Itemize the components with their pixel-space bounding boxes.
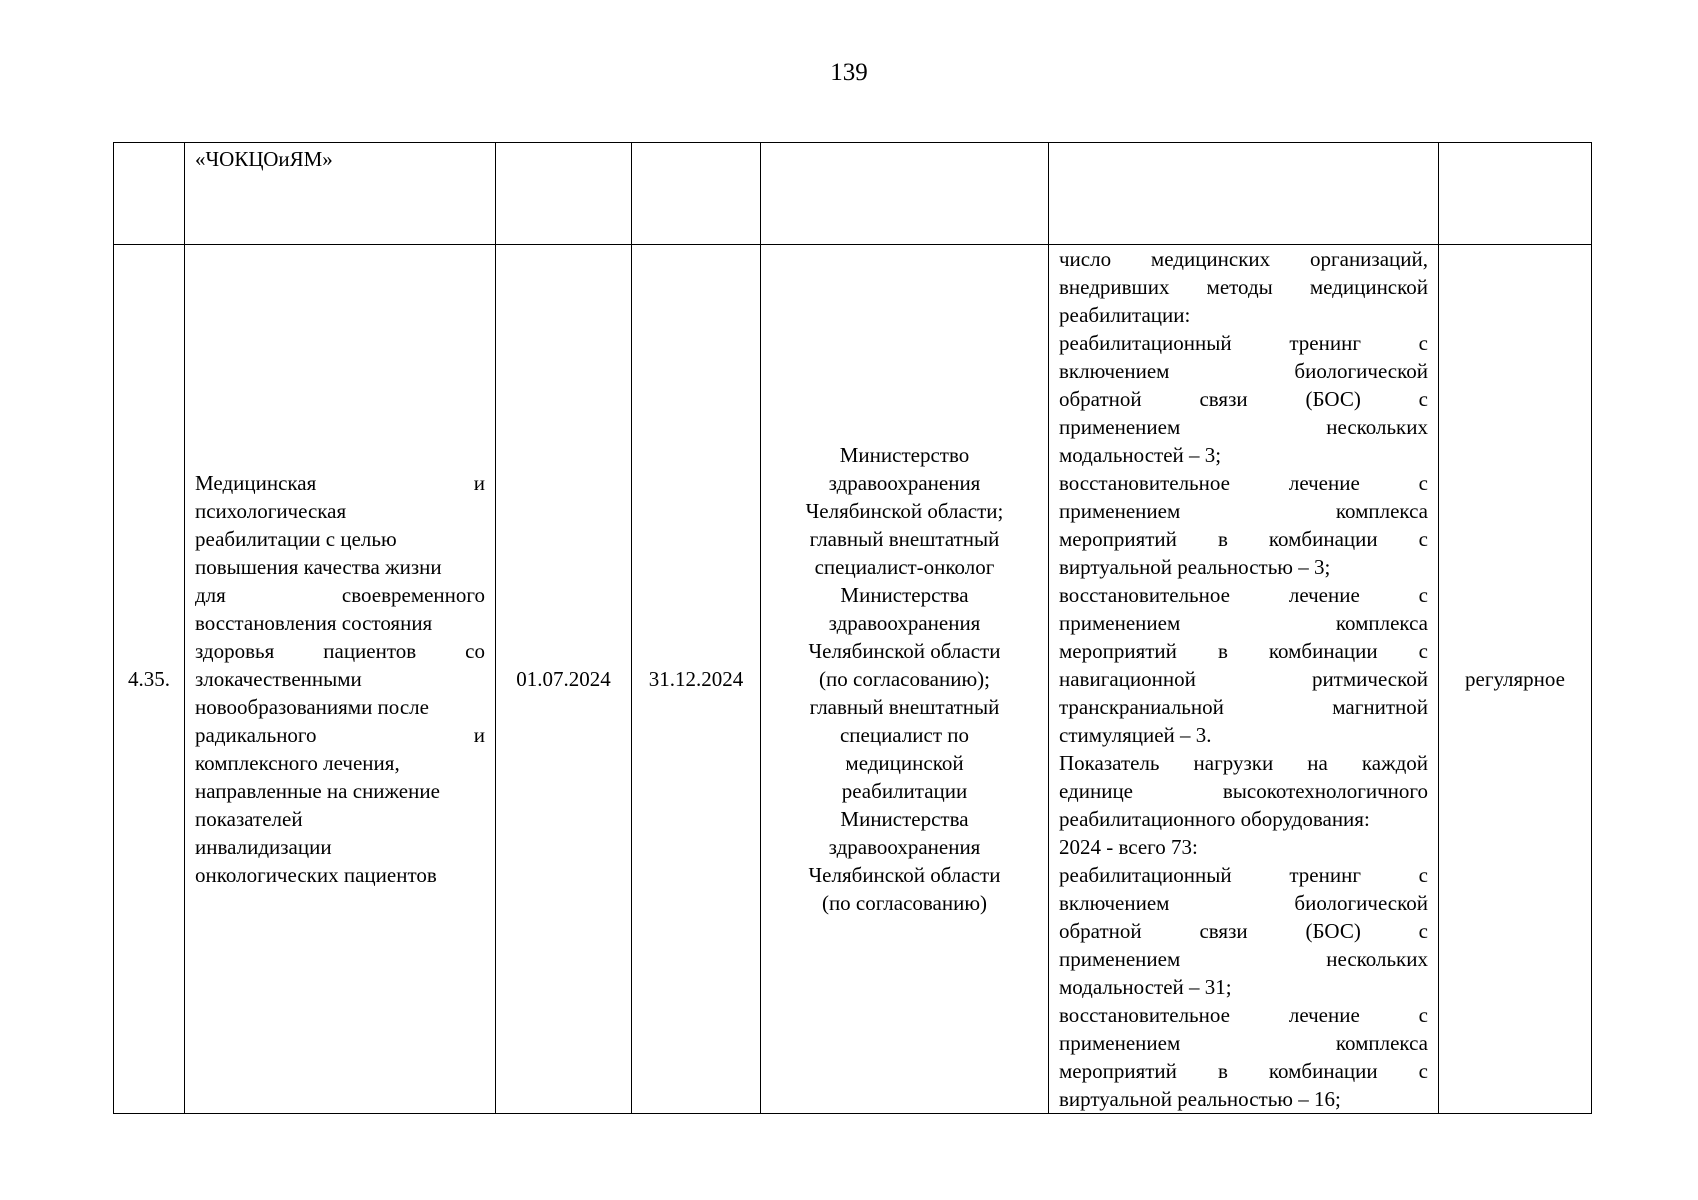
cell-result-empty <box>1049 143 1439 245</box>
result-line: применением нескольких <box>1059 947 1428 971</box>
cell-expected-result <box>1049 245 1439 1114</box>
responsible-line: медицинской <box>845 751 964 775</box>
result-line: мероприятий в комбинации с <box>1059 527 1428 551</box>
responsible-line: главный внештатный <box>809 527 1000 551</box>
result-line: применением комплекса <box>1059 611 1428 635</box>
title-line: онкологических пациентов <box>195 863 437 887</box>
responsible-line: Министерство <box>839 443 970 467</box>
result-line: Показатель нагрузки на каждой <box>1059 751 1428 775</box>
result-line: стимуляцией – 3. <box>1059 723 1212 747</box>
page-number: 139 <box>830 59 868 86</box>
table-row-carryover <box>114 143 1592 245</box>
result-line: реабилитационный тренинг с <box>1059 331 1428 355</box>
result-line: виртуальной реальностью – 16; <box>1059 1087 1341 1111</box>
cell-organization <box>185 143 496 245</box>
result-line: внедривших методы медицинской <box>1059 275 1428 299</box>
title-line: реабилитации с целью <box>195 527 397 551</box>
title-line: восстановления состояния <box>195 611 433 635</box>
title-line: психологическая <box>195 499 347 523</box>
cell-start-empty <box>496 143 632 245</box>
cell-periodicity <box>1439 245 1592 1114</box>
title-line: здоровья пациентов со <box>195 639 485 663</box>
result-line: обратной связи (БОС) с <box>1059 919 1428 943</box>
title-line: направленные на снижение <box>195 779 440 803</box>
result-line: включением биологической <box>1059 359 1428 383</box>
responsible-line: специалист по <box>839 723 970 747</box>
result-line: применением комплекса <box>1059 1031 1428 1055</box>
cell-periodicity-empty <box>1439 143 1592 245</box>
cell-end-empty <box>632 143 761 245</box>
responsible-line: (по согласованию); <box>819 667 990 691</box>
result-line: единице высокотехнологичного <box>1059 779 1428 803</box>
responsible-line: Министерства <box>840 583 969 607</box>
responsible-line: (по согласованию) <box>821 891 988 915</box>
cell-num-empty <box>114 143 185 245</box>
result-line: восстановительное лечение с <box>1059 583 1428 607</box>
result-line: обратной связи (БОС) с <box>1059 387 1428 411</box>
end-date: 31.12.2024 <box>648 667 744 691</box>
start-date: 01.07.2024 <box>516 667 611 691</box>
title-line: Медицинская и <box>195 471 485 495</box>
organization-text: «ЧОКЦОиЯМ» <box>195 147 333 171</box>
cell-end-date <box>632 245 761 1114</box>
result-line: применением нескольких <box>1059 415 1428 439</box>
result-line: восстановительное лечение с <box>1059 471 1428 495</box>
responsible-line: Челябинской области <box>808 863 1001 887</box>
responsible-line: Челябинской области; <box>805 499 1004 523</box>
result-line: число медицинских организаций, <box>1059 247 1428 271</box>
title-line: новообразованиями после <box>195 695 429 719</box>
title-line: радикального и <box>195 723 485 747</box>
cell-activity-title <box>185 245 496 1114</box>
item-number: 4.35. <box>128 667 170 691</box>
title-line: для своевременного <box>195 583 485 607</box>
result-line: реабилитации: <box>1059 303 1191 327</box>
result-line: модальностей – 3; <box>1059 443 1222 467</box>
result-line: транскраниальной магнитной <box>1059 695 1428 719</box>
responsible-line: здравоохранения <box>828 611 981 635</box>
expected-result <box>1059 245 1428 1113</box>
result-line: мероприятий в комбинации с <box>1059 1059 1428 1083</box>
table-row <box>114 245 1592 1114</box>
result-line: восстановительное лечение с <box>1059 1003 1428 1027</box>
title-line: инвалидизации <box>195 835 332 859</box>
responsible-line: главный внештатный <box>809 695 1000 719</box>
responsible-line: Челябинской области <box>808 639 1001 663</box>
activity-title <box>195 469 485 889</box>
result-line: применением комплекса <box>1059 499 1428 523</box>
result-line: модальностей – 31; <box>1059 975 1232 999</box>
result-line: мероприятий в комбинации с <box>1059 639 1428 663</box>
cell-start-date <box>496 245 632 1114</box>
title-line: показателей <box>195 807 303 831</box>
result-line: виртуальной реальностью – 3; <box>1059 555 1331 579</box>
cell-item-number <box>114 245 185 1114</box>
result-line: навигационной ритмической <box>1059 667 1428 691</box>
periodicity: регулярное <box>1465 667 1565 691</box>
responsible-line: специалист-онколог <box>814 555 995 579</box>
responsible-line: здравоохранения <box>828 471 981 495</box>
result-line: включением биологической <box>1059 891 1428 915</box>
title-line: повышения качества жизни <box>195 555 442 579</box>
result-line: 2024 - всего 73: <box>1059 835 1198 859</box>
responsible-line: реабилитации <box>841 779 968 803</box>
title-line: комплексного лечения, <box>195 751 400 775</box>
title-line: злокачественными <box>195 667 362 691</box>
responsible-line: Министерства <box>840 807 969 831</box>
responsible-executors <box>771 441 1038 917</box>
result-line: реабилитационного оборудования: <box>1059 807 1370 831</box>
responsible-line: здравоохранения <box>828 835 981 859</box>
cell-responsible <box>761 245 1049 1114</box>
cell-responsible-empty <box>761 143 1049 245</box>
result-line: реабилитационный тренинг с <box>1059 863 1428 887</box>
plan-table <box>113 142 1592 1114</box>
